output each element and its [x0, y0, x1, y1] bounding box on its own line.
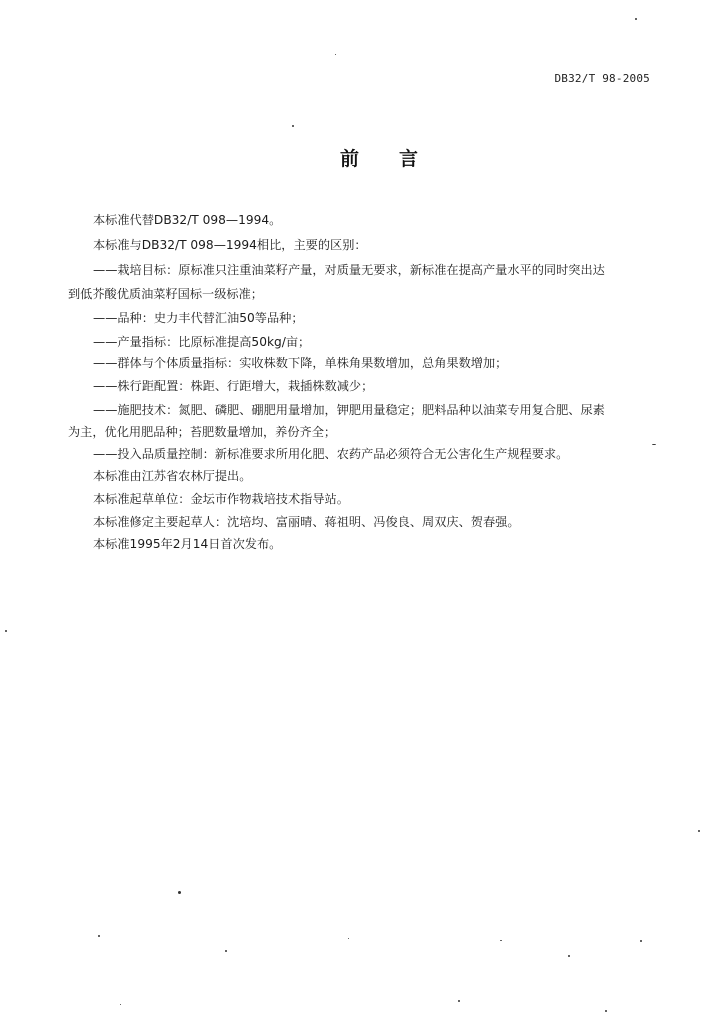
scan-speck [605, 1010, 607, 1012]
scan-speck [652, 444, 656, 445]
paragraph-first-release: 本标准1995年2月14日首次发布。 [93, 537, 282, 551]
scan-speck [458, 1000, 460, 1002]
page-title: 前言 [340, 148, 459, 170]
paragraph-drafters: 本标准修定主要起草人：沈培均、富丽晴、蒋祖明、冯俊良、周双庆、贺春强。 [93, 515, 520, 529]
paragraph-spacing: ——株行距配置：株距、行距增大，栽插株数减少； [93, 379, 374, 393]
paragraph-cultivation-goal: ——栽培目标：原标准只注重油菜籽产量，对质量无要求，新标准在提高产量水平的同时突出达 [93, 263, 605, 277]
paragraph-proposed-by: 本标准由江苏省农林厅提出。 [93, 469, 252, 483]
paragraph-fertilization-cont: 为主，优化用肥品种；苔肥数量增加，养份齐全； [68, 425, 337, 439]
paragraph-yield-index: ——产量指标：比原标准提高50kg/亩； [93, 335, 311, 349]
standard-code: DB32/T 98-2005 [554, 72, 650, 85]
scan-speck [5, 630, 7, 632]
scan-speck [348, 938, 349, 939]
paragraph-drafting-unit: 本标准起草单位：金坛市作物栽培技术指导站。 [93, 492, 349, 506]
scan-speck [698, 830, 700, 832]
paragraph-cultivation-goal-cont: 到低芥酸优质油菜籽国标一级标准； [68, 287, 263, 301]
scan-speck [640, 940, 642, 942]
paragraph-variety: ——品种：史力丰代替汇油50等品种； [93, 311, 304, 325]
scan-speck [635, 18, 637, 20]
scan-speck [292, 125, 294, 127]
paragraph-input-quality: ——投入品质量控制：新标准要求所用化肥、农药产品必须符合无公害化生产规程要求。 [93, 447, 569, 461]
scan-speck [178, 891, 181, 894]
scan-speck [98, 935, 100, 937]
scan-speck [225, 950, 227, 952]
scan-speck [500, 940, 502, 941]
paragraph-replaces: 本标准代替DB32/T 098—1994。 [93, 213, 282, 227]
scan-speck [335, 54, 336, 55]
paragraph-fertilization: ——施肥技术：氮肥、磷肥、硼肥用量增加，钾肥用量稳定；肥料品种以油菜专用复合肥、尿素 [93, 403, 605, 417]
scan-speck [568, 955, 570, 957]
scan-speck [120, 1004, 121, 1005]
paragraph-differences: 本标准与DB32/T 098—1994相比，主要的区别： [93, 238, 367, 252]
paragraph-population-index: ——群体与个体质量指标：实收株数下降，单株角果数增加，总角果数增加； [93, 356, 508, 370]
